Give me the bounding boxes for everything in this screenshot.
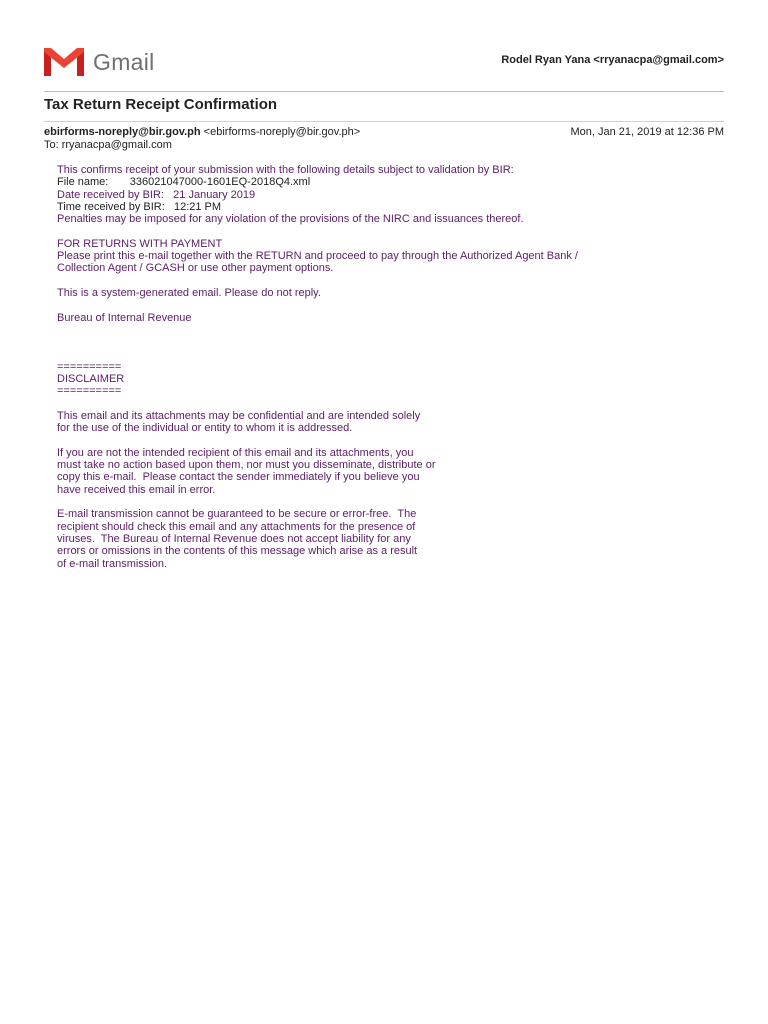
body-line: for the use of the individual or entity to whom it is addressed.	[57, 422, 353, 435]
email-date: Mon, Jan 21, 2019 at 12:36 PM	[570, 126, 724, 138]
body-line: errors or omissions in the contents of this message which arise as a result	[57, 545, 418, 558]
body-spacer	[57, 496, 717, 508]
body-spacer	[57, 348, 717, 360]
body-line: have received this email in error.	[57, 483, 216, 496]
gmail-header	[44, 44, 724, 78]
body-line: must take no action based upon them, nor must you disseminate, distribute or	[57, 459, 436, 472]
gmail-logo	[44, 48, 155, 76]
body-line: of e-mail transmission.	[57, 557, 168, 570]
body-spacer	[57, 299, 717, 311]
body-line: DISCLAIMER	[57, 373, 125, 386]
subject-divider	[44, 121, 724, 122]
gmail-wordmark: Gmail	[93, 48, 155, 75]
body-line: Date received by BIR: 21 January 2019	[57, 188, 256, 201]
body-line: Bureau of Internal Revenue	[57, 311, 192, 324]
sender-address: <ebirforms-noreply@bir.gov.ph>	[203, 126, 361, 138]
body-line: E-mail transmission cannot be guaranteed to be secure or error-free. The	[57, 508, 417, 521]
body-line: FOR RETURNS WITH PAYMENT	[57, 237, 223, 250]
body-spacer	[57, 225, 717, 237]
email-subject: Tax Return Receipt Confirmation	[44, 96, 278, 113]
body-line: This email and its attachments may be confidential and are intended solely	[57, 409, 421, 422]
body-line: Penalties may be imposed for any violation of the provisions of the NIRC and issuances thereof.	[57, 213, 524, 226]
body-spacer	[57, 398, 717, 410]
sender-name: ebirforms-noreply@bir.gov.ph	[44, 126, 201, 138]
body-line: ==========	[57, 385, 122, 398]
header-divider	[44, 91, 724, 92]
body-line: File name: 336021047000-1601EQ-2018Q4.xml	[57, 176, 311, 189]
body-line: Time received by BIR: 12:21 PM	[57, 200, 222, 213]
body-spacer	[57, 275, 717, 287]
body-line: If you are not the intended recipient of this email and its attachments, you	[57, 446, 414, 459]
body-line: viruses. The Bureau of Internal Revenue does not accept liability for any	[57, 532, 411, 545]
body-spacer	[57, 324, 717, 336]
account-label: Rodel Ryan Yana <rryanacpa@gmail.com>	[501, 54, 724, 66]
gmail-envelope-icon	[44, 48, 84, 76]
recipient-line: To: rryanacpa@gmail.com	[44, 139, 172, 151]
body-spacer	[57, 435, 717, 447]
body-line: copy this e-mail. Please contact the sender immediately if you believe you	[57, 471, 420, 484]
sender-line	[44, 126, 360, 138]
body-line: recipient should check this email and any attachments for the presence of	[57, 520, 416, 533]
body-line: ==========	[57, 360, 122, 373]
body-line: This confirms receipt of your submission with the following details subject to validation by BIR:	[57, 164, 514, 176]
body-spacer	[57, 336, 717, 348]
body-line: Please print this e-mail together with the RETURN and proceed to pay through the Authorized Agent Bank /	[57, 250, 578, 263]
email-body	[57, 164, 717, 570]
body-line: Collection Agent / GCASH or use other payment options.	[57, 262, 334, 275]
body-line: This is a system-generated email. Please do not reply.	[57, 286, 321, 299]
